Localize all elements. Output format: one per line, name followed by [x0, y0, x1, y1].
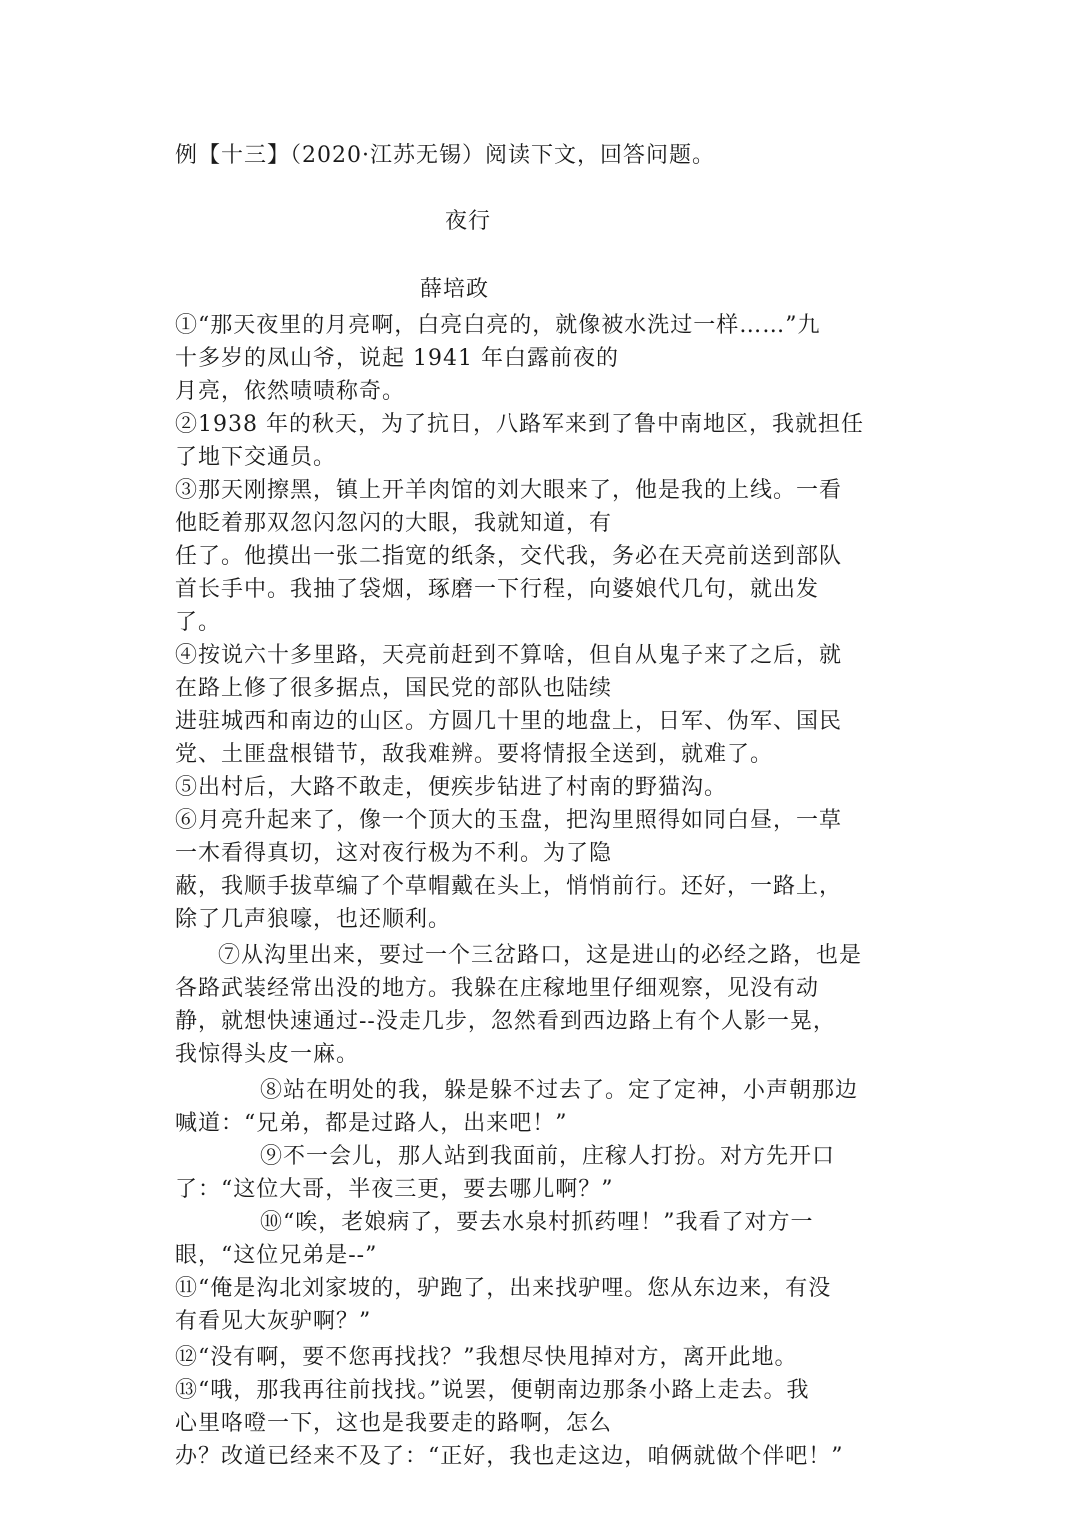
text-line: 了：“这位大哥，半夜三更，要去哪儿啊？”	[175, 1177, 614, 1202]
text-line: ⑥月亮升起来了，像一个顶大的玉盘，把沟里照得如同白昼，一草	[175, 808, 843, 833]
text-line: ⑪“俺是沟北刘家坡的，驴跑了，出来找驴哩。您从东边来，有没	[175, 1276, 832, 1301]
text-line: 任了。他摸出一张二指宽的纸条，交代我，务必在天亮前送到部队	[175, 544, 843, 569]
text-line: 了地下交通员。	[175, 445, 337, 470]
text-line: 在路上修了很多据点，国民党的部队也陆续	[175, 676, 613, 701]
text-line: 蔽，我顺手拔草编了个草帽戴在头上，悄悄前行。还好，一路上，	[175, 874, 843, 899]
text-line: 党、土匪盘根错节，敌我难辨。要将情报全送到，就难了。	[175, 742, 774, 767]
text-line: 我惊得头皮一麻。	[175, 1042, 360, 1067]
text-line: 首长手中。我抽了袋烟，琢磨一下行程，向婆娘代几句，就出发	[175, 577, 820, 602]
text-line: 各路武装经常出没的地方。我躲在庄稼地里仔细观察，见没有动	[175, 976, 820, 1001]
text-line: ⑬“哦，那我再往前找找。”说罢，便朝南边那条小路上走去。我	[175, 1378, 810, 1403]
article-author: 薛培政	[420, 277, 490, 302]
text-line: 月亮，依然啧啧称奇。	[175, 379, 406, 404]
text-line: ⑩“唉，老娘病了，要去水泉村抓药哩！”我看了对方一	[260, 1210, 814, 1235]
text-line: 喊道：“兄弟，都是过路人，出来吧！”	[175, 1111, 568, 1136]
text-line: 眼，“这位兄弟是--”	[175, 1243, 378, 1268]
text-line: ④按说六十多里路，天亮前赶到不算啥，但自从鬼子来了之后，就	[175, 643, 843, 668]
text-line: ③那天刚擦黑，镇上开羊肉馆的刘大眼来了，他是我的上线。一看	[175, 478, 843, 503]
article-title: 夜行	[445, 209, 492, 234]
text-line: 心里咯噔一下，这也是我要走的路啊，怎么	[175, 1411, 613, 1436]
text-line: 有看见大灰驴啊？”	[175, 1309, 372, 1334]
text-line: 一木看得真切，这对夜行极为不利。为了隐	[175, 841, 613, 866]
text-line: 静，就想快速通过--没走几步，忽然看到西边路上有个人影一晃，	[175, 1009, 836, 1034]
text-line: ①“那天夜里的月亮啊，白亮白亮的，就像被水洗过一样……”九	[175, 313, 821, 338]
text-line: ⑨不一会儿，那人站到我面前，庄稼人打扮。对方先开口	[260, 1144, 836, 1169]
text-line: ⑧站在明处的我，躲是躲不过去了。定了定神，小声朝那边	[260, 1078, 859, 1103]
text-line: 办？改道已经来不及了：“正好，我也走这边，咱俩就做个伴吧！”	[175, 1444, 844, 1469]
text-line: ②1938 年的秋天，为了抗日，八路军来到了鲁中南地区，我就担任	[175, 412, 864, 437]
text-line: ⑦从沟里出来，要过一个三岔路口，这是进山的必经之路，也是	[218, 943, 863, 968]
text-line: 了。	[175, 610, 222, 635]
question-header: 例【十三】（2020·江苏无锡）阅读下文，回答问题。	[175, 143, 715, 168]
text-line: 十多岁的凤山爷，说起 1941 年白露前夜的	[175, 346, 619, 371]
text-line: 除了几声狼嚎，也还顺利。	[175, 907, 452, 932]
text-line: 他眨着那双忽闪忽闪的大眼，我就知道，有	[175, 511, 613, 536]
text-line: ⑤出村后，大路不敢走，便疾步钻进了村南的野猫沟。	[175, 775, 728, 800]
text-line: ⑫“没有啊，要不您再找找？”我想尽快甩掉对方，离开此地。	[175, 1345, 798, 1370]
text-line: 进驻城西和南边的山区。方圆几十里的地盘上，日军、伪军、国民	[175, 709, 843, 734]
